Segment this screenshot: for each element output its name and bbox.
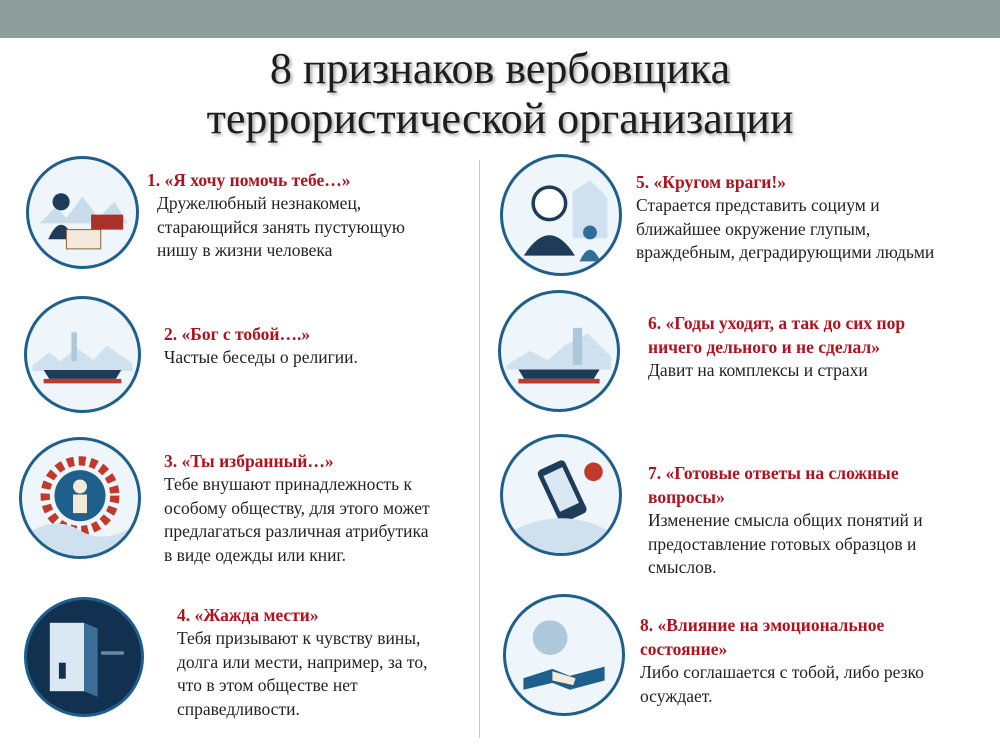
column-divider (479, 160, 480, 738)
item-text: Частые беседы о религии. (164, 347, 358, 367)
item-text: что в этом обществе нет (177, 675, 358, 695)
item-heading: 8. «Влияние на эмоциональное (640, 615, 885, 635)
page-title (0, 44, 1000, 144)
handshake-icon (503, 594, 625, 716)
item-2 (164, 322, 358, 370)
item-text: осуждает. (640, 685, 713, 706)
religion-landscape-icon (24, 296, 141, 413)
item-heading: состояние» (640, 639, 728, 659)
item-text: Давит на комплексы и страхи (648, 360, 868, 380)
item-text: Тебе внушают принадлежность к (164, 474, 413, 494)
item-text: предлагаться различная атрибутика (164, 521, 429, 541)
item-3 (164, 449, 430, 567)
item-text: справедливости. (177, 698, 300, 719)
open-door-icon (24, 597, 144, 717)
item-text: особому обществу, для этого может (164, 497, 430, 518)
item-text: долга или мести, например, за то, (177, 651, 428, 672)
enemies-around-icon (500, 154, 622, 276)
item-text: Изменение смысла общих понятий и (648, 510, 923, 530)
item-4 (177, 603, 427, 721)
item-heading: ничего дельного и не сделал» (648, 337, 880, 357)
stranger-helper-icon (26, 156, 139, 269)
item-7 (648, 461, 923, 580)
item-5 (636, 170, 934, 265)
item-text: смыслов. (648, 557, 717, 577)
item-text: предоставление готовых образцов и (648, 533, 917, 554)
item-heading: 3. «Ты избранный…» (164, 451, 334, 471)
item-heading: 6. «Годы уходят, а так до сих пор (648, 313, 906, 333)
item-heading: 2. «Бог с тобой….» (164, 324, 311, 344)
item-heading: 7. «Готовые ответы на сложные (648, 463, 899, 483)
item-heading: вопросы» (648, 487, 725, 507)
ready-answers-phone-icon (500, 434, 622, 556)
item-8 (640, 613, 924, 708)
item-6 (648, 311, 905, 383)
title-line-1: 8 признаков вербовщика (269, 44, 731, 93)
item-heading: 1. «Я хочу помочь тебе…» (147, 170, 351, 190)
item-text: Дружелюбный незнакомец, (157, 193, 362, 213)
item-text: в виде одежды или книг. (164, 544, 347, 565)
title-line-2: террористической организации (206, 94, 794, 143)
item-text: враждебным, деградирующими людьми (636, 242, 935, 262)
item-heading: 4. «Жажда мести» (177, 605, 319, 625)
item-text: старающийся занять пустующую (157, 216, 405, 237)
chosen-one-gear-icon (19, 437, 141, 559)
item-heading: 5. «Кругом враги!» (636, 172, 786, 192)
item-text: ближайшее окружение глупым, (636, 218, 871, 239)
item-text: Либо соглашается с тобой, либо резко (640, 662, 924, 682)
top-bar (0, 0, 1000, 38)
years-passing-icon (498, 290, 620, 412)
item-text: Тебя призывают к чувству вины, (177, 628, 421, 648)
item-1 (147, 168, 405, 263)
item-text: нишу в жизни человека (157, 240, 333, 260)
item-text: Старается представить социум и (636, 195, 880, 215)
